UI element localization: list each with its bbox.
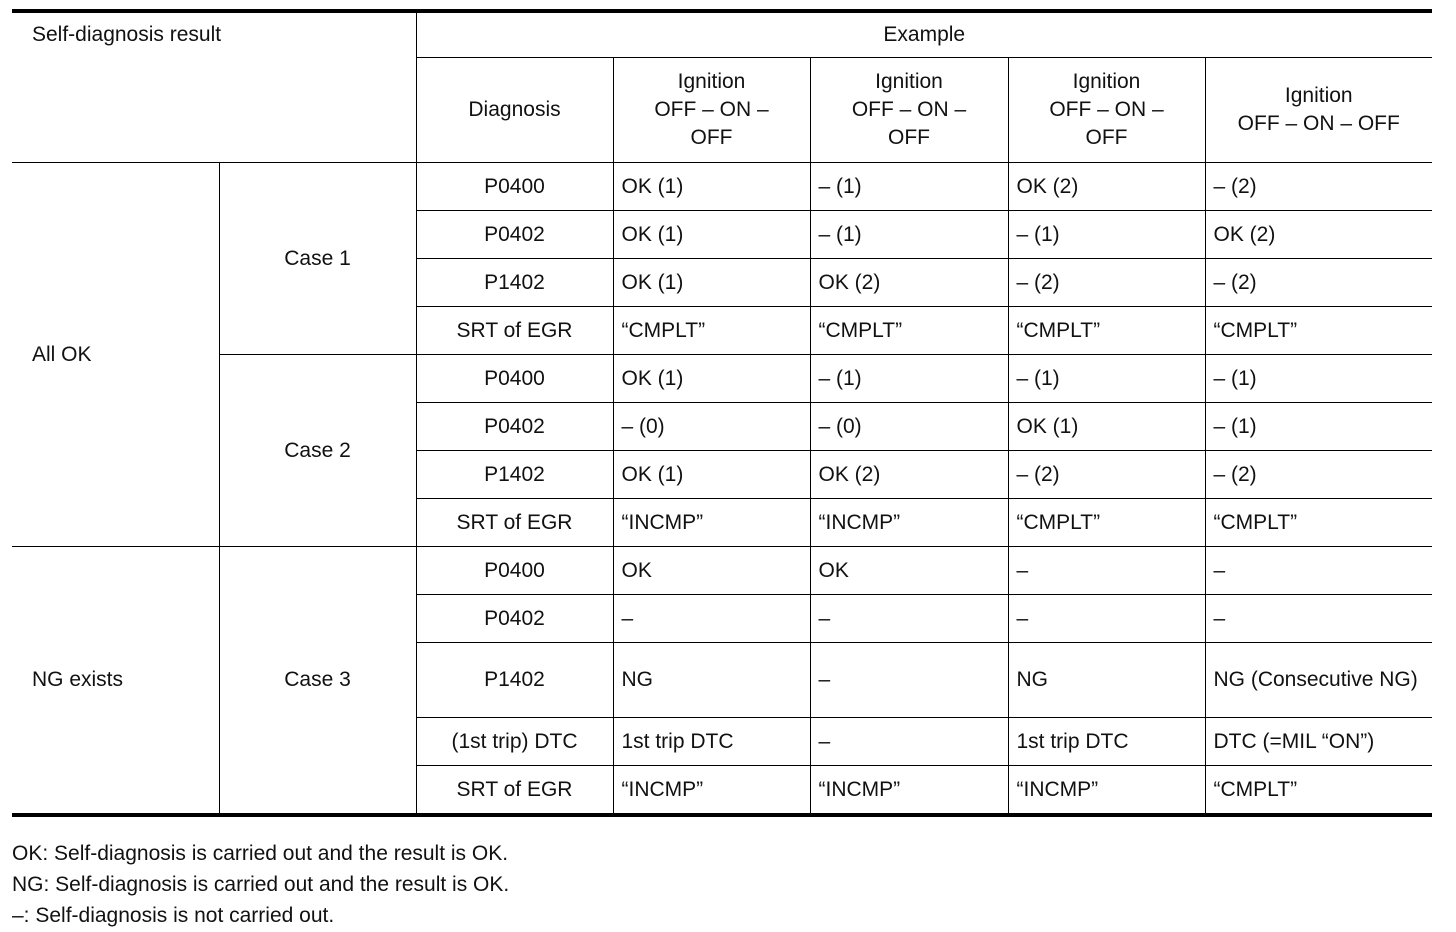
result-cell: – [810,718,1008,766]
result-cell: – (0) [613,403,810,451]
result-cell: NG (Consecutive NG) [1205,643,1432,718]
table-row [12,355,1432,403]
result-cell: – (2) [1205,259,1432,307]
result-cell: NG [613,643,810,718]
diagnosis-cell: P0402 [416,595,613,643]
result-cell: “CMPLT” [810,307,1008,355]
diagnosis-cell: P1402 [416,451,613,499]
table-row [12,163,1432,211]
result-cell: – (1) [1008,211,1205,259]
result-cell: – (2) [1008,451,1205,499]
result-cell: “INCMP” [613,499,810,547]
diagnosis-cell: P0400 [416,163,613,211]
result-cell: – (2) [1205,163,1432,211]
note-ng: NG: Self-diagnosis is carried out and the result is OK. [12,873,510,896]
ignition-column-header-2: Ignition OFF – ON – OFF [810,58,1008,163]
result-cell: – (1) [810,163,1008,211]
result-cell: “CMPLT” [1205,307,1432,355]
case-3-label: Case 3 [219,547,416,816]
result-cell: “CMPLT” [1205,766,1432,816]
result-cell: – [1205,547,1432,595]
result-cell: OK (2) [1008,163,1205,211]
example-header: Example [416,11,1432,58]
result-cell: “CMPLT” [1205,499,1432,547]
result-cell: OK (1) [613,355,810,403]
result-cell: – (2) [1205,451,1432,499]
result-cell: – [1008,547,1205,595]
legend-notes [12,838,509,931]
result-cell: – (0) [810,403,1008,451]
result-cell: OK (1) [613,259,810,307]
result-cell: – [810,643,1008,718]
result-cell: – [1008,595,1205,643]
diagnosis-cell: (1st trip) DTC [416,718,613,766]
result-cell: OK [613,547,810,595]
result-cell: “CMPLT” [1008,307,1205,355]
case-2-label: Case 2 [219,355,416,547]
diagnosis-cell: P1402 [416,643,613,718]
result-cell: “INCMP” [810,499,1008,547]
self-diagnosis-table [12,9,1432,817]
result-cell: – (1) [810,211,1008,259]
result-cell: OK (1) [613,211,810,259]
diagnosis-cell: SRT of EGR [416,307,613,355]
result-cell: “INCMP” [1008,766,1205,816]
result-cell: – [613,595,810,643]
ignition-column-header-4: Ignition OFF – ON – OFF [1205,58,1432,163]
note-ok: OK: Self-diagnosis is carried out and the result is OK. [12,842,509,865]
ignition-column-header-3: Ignition OFF – ON – OFF [1008,58,1205,163]
self-diagnosis-result-header: Self-diagnosis result [12,11,416,163]
group-ng-exists: NG exists [12,547,219,816]
diagnosis-cell: SRT of EGR [416,499,613,547]
result-cell: “INCMP” [810,766,1008,816]
result-cell: 1st trip DTC [1008,718,1205,766]
result-cell: 1st trip DTC [613,718,810,766]
result-cell: – [810,595,1008,643]
result-cell: “INCMP” [613,766,810,816]
diagnosis-cell: P1402 [416,259,613,307]
result-cell: OK (2) [1205,211,1432,259]
result-cell: “CMPLT” [1008,499,1205,547]
result-cell: OK [810,547,1008,595]
result-cell: OK (1) [613,451,810,499]
diagnosis-cell: P0402 [416,211,613,259]
case-1-label: Case 1 [219,163,416,355]
result-cell: OK (2) [810,451,1008,499]
result-cell: – (2) [1008,259,1205,307]
table-row [12,547,1432,595]
group-all-ok: All OK [12,163,219,547]
diagnosis-cell: P0400 [416,547,613,595]
result-cell: OK (1) [1008,403,1205,451]
result-cell: OK (2) [810,259,1008,307]
diagnosis-table-sheet [12,9,1432,817]
diagnosis-cell: P0400 [416,355,613,403]
result-cell: NG [1008,643,1205,718]
diagnosis-cell: P0402 [416,403,613,451]
diagnosis-column-header: Diagnosis [416,58,613,163]
result-cell: DTC (=MIL “ON”) [1205,718,1432,766]
result-cell: – (1) [1205,403,1432,451]
result-cell: – (1) [810,355,1008,403]
result-cell: “CMPLT” [613,307,810,355]
result-cell: OK (1) [613,163,810,211]
ignition-column-header-1: Ignition OFF – ON – OFF [613,58,810,163]
note-not-carried-out: –: Self-diagnosis is not carried out. [12,904,335,927]
result-cell: – (1) [1205,355,1432,403]
diagnosis-cell: SRT of EGR [416,766,613,816]
header-row-top [12,11,1432,58]
result-cell: – (1) [1008,355,1205,403]
result-cell: – [1205,595,1432,643]
